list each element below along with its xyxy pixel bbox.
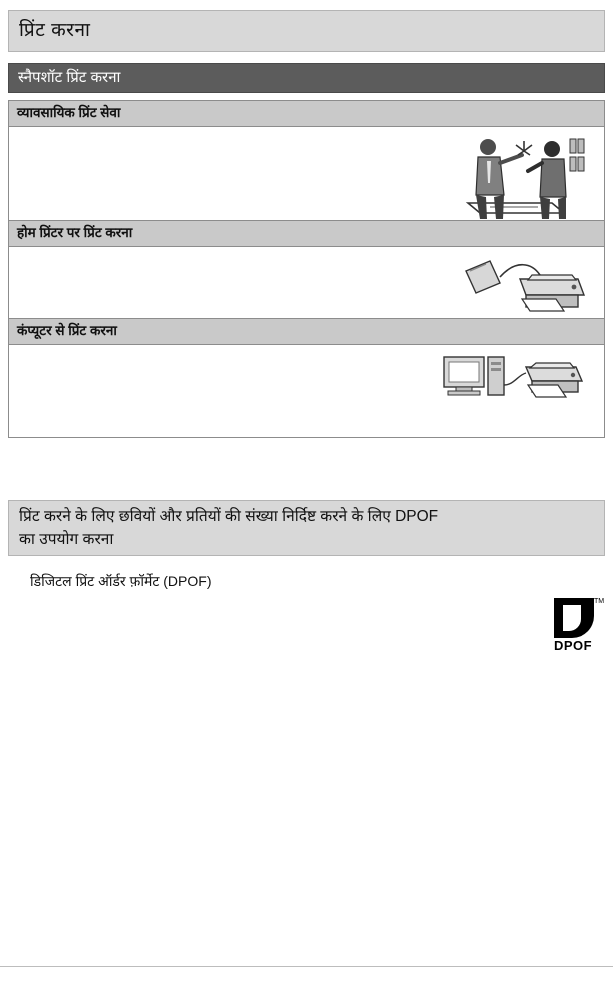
people-print-shop-icon <box>460 133 590 224</box>
table-row-body-home-printer <box>9 247 604 319</box>
section-header-snapshot-print <box>8 63 605 93</box>
page-title-bar <box>8 10 605 52</box>
computer-printer-icon <box>440 351 590 410</box>
memory-card-printer-icon <box>460 253 590 320</box>
dpof-heading-line1: प्रिंट करने के लिए छवियों और प्रतियों की संख्या निर्दिष्ट करने के लिए DPOF <box>19 508 439 525</box>
dpof-logo <box>554 598 605 653</box>
table-row-body-professional <box>9 127 604 221</box>
table-row-header-home-printer <box>9 221 604 247</box>
dpof-logo-trademark: TM <box>594 598 605 605</box>
section-header-label: स्नैपशॉट प्रिंट करना <box>18 69 121 86</box>
dpof-subheading: डिजिटल प्रिंट ऑर्डर फ़ॉर्मेट (DPOF) <box>30 573 212 589</box>
table-row-body-computer <box>9 345 604 407</box>
dpof-heading-line2: का उपयोग करना <box>19 531 114 548</box>
print-methods-table <box>8 100 605 438</box>
table-row-header-computer <box>9 319 604 345</box>
table-row-header-label: व्यावसायिक प्रिंट सेवा <box>17 105 121 120</box>
footer-divider <box>0 966 613 967</box>
page-title: प्रिंट करना <box>19 20 91 41</box>
dpof-section-header <box>8 500 605 556</box>
table-row-header-professional <box>9 101 604 127</box>
table-row-header-label: कंप्यूटर से प्रिंट करना <box>17 323 117 338</box>
table-row-header-label: होम प्रिंटर पर प्रिंट करना <box>17 225 133 240</box>
dpof-logo-wordmark: DPOF <box>554 638 593 653</box>
